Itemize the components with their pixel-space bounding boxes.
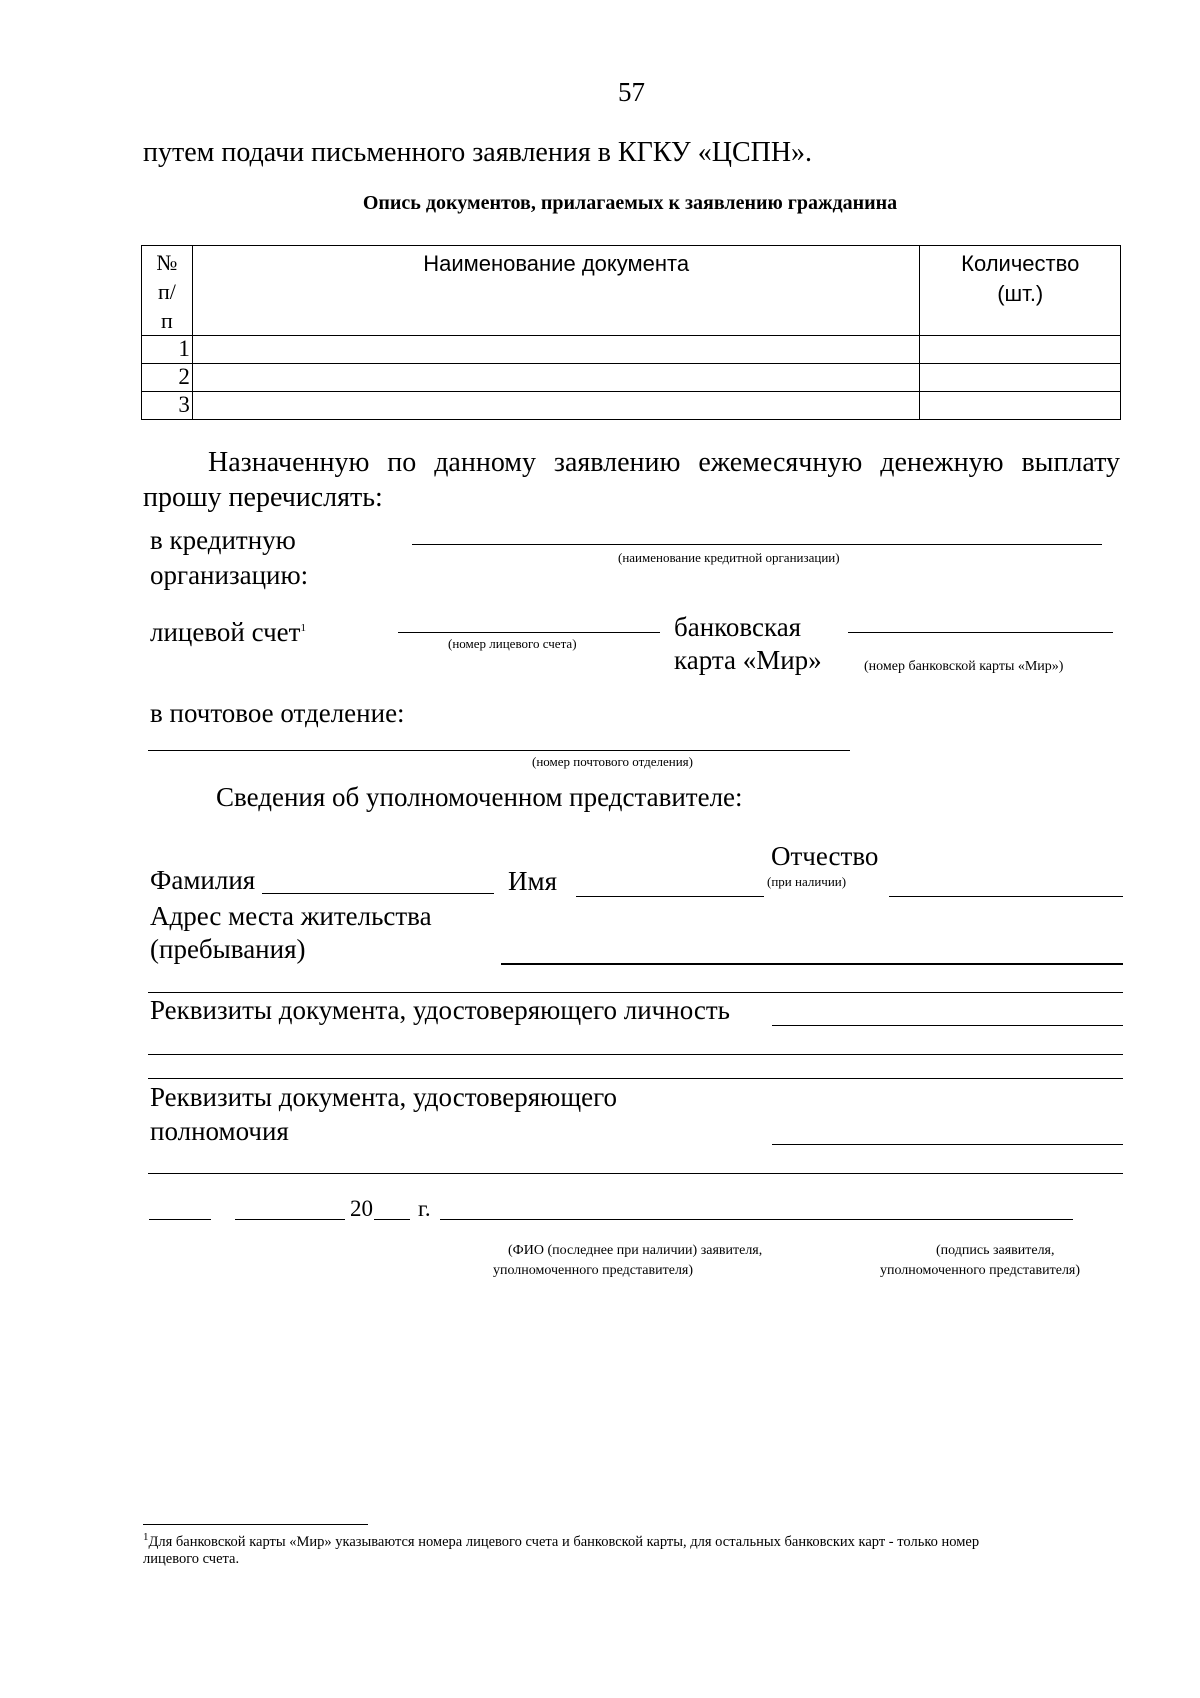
header-num-line1: № [156, 250, 178, 275]
date-year-line[interactable] [374, 1219, 410, 1220]
date-day-line[interactable] [149, 1219, 211, 1220]
header-qty-line2: (шт.) [997, 281, 1044, 306]
table-row [142, 364, 1121, 392]
id-doc-label: Реквизиты документа, удостоверяющего личность [150, 995, 730, 1025]
card-input-line[interactable] [848, 632, 1113, 633]
row-num: 3 [142, 392, 193, 420]
authority-doc-input-line-2[interactable] [148, 1173, 1123, 1174]
footnote-text-2: лицевого счета. [143, 1551, 240, 1567]
address-input-line[interactable] [501, 963, 1123, 965]
row-qty-cell[interactable] [920, 392, 1121, 420]
id-doc-input-line[interactable] [772, 1025, 1123, 1026]
payment-line2: прошу перечислять: [143, 482, 383, 513]
account-footnote-mark: 1 [300, 622, 306, 634]
header-name: Наименование документа [192, 246, 920, 336]
post-hint: (номер почтового отделения) [532, 754, 693, 769]
surname-input-line[interactable] [262, 893, 494, 894]
footnote-text-1: Для банковской карты «Мир» указываются номера лицевого счета и банковской карты, для остальных банковских карт - только номер [148, 1533, 980, 1550]
date-month-line[interactable] [235, 1219, 345, 1220]
post-input-line[interactable] [148, 750, 850, 751]
documents-table [141, 245, 1121, 420]
row-qty-cell[interactable] [920, 364, 1121, 392]
year-prefix: 20 [350, 1196, 373, 1221]
page-number: 57 [618, 77, 645, 107]
patronymic-label: Отчество [771, 841, 879, 871]
fio-hint-2: уполномоченного представителя) [493, 1263, 694, 1278]
account-label-text: лицевой счет [150, 617, 301, 647]
row-name-cell[interactable] [192, 336, 920, 364]
account-label [150, 613, 306, 648]
payment-line1: Назначенную по данному заявлению ежемесячную денежную выплату [208, 447, 1120, 478]
sign-hint-1: (подпись заявителя, [936, 1243, 1055, 1258]
row-num: 2 [142, 364, 193, 392]
sign-hint-2: уполномоченного представителя) [880, 1263, 1081, 1278]
card-label-2: карта «Мир» [674, 645, 822, 675]
fio-hint-1: (ФИО (последнее при наличии) заявителя, [508, 1243, 763, 1258]
table-row [142, 392, 1121, 420]
authority-doc-input-line[interactable] [772, 1144, 1123, 1145]
authority-doc-label-1: Реквизиты документа, удостоверяющего [150, 1082, 617, 1112]
section-title: Опись документов, прилагаемых к заявлению гражданина [362, 192, 898, 214]
signature-line[interactable] [440, 1219, 1073, 1220]
credit-org-input-line[interactable] [412, 544, 1102, 545]
account-input-line[interactable] [398, 632, 660, 633]
credit-org-hint: (наименование кредитной организации) [618, 550, 840, 565]
representative-title: Сведения об уполномоченном представителе: [216, 782, 743, 812]
patronymic-input-line[interactable] [889, 896, 1123, 897]
intro-line: путем подачи письменного заявления в КГКУ «ЦСПН». [143, 137, 813, 168]
year-suffix: г. [418, 1196, 431, 1221]
patronymic-hint: (при наличии) [767, 874, 847, 889]
credit-org-label-2: организацию: [150, 560, 309, 590]
address-input-line-2[interactable] [148, 992, 1123, 993]
table-row [142, 336, 1121, 364]
header-num-line3: п [161, 308, 173, 333]
footnote-mark: 1 [143, 1531, 149, 1543]
surname-label: Фамилия [150, 865, 256, 895]
id-doc-input-line-2[interactable] [148, 1054, 1123, 1055]
footnote-separator [143, 1524, 368, 1525]
address-label-2: (пребывания) [150, 934, 306, 964]
card-label-1: банковская [674, 612, 802, 642]
address-label-1: Адрес места жительства [150, 901, 432, 931]
post-label: в почтовое отделение: [150, 698, 405, 728]
authority-doc-label-2: полномочия [150, 1116, 289, 1146]
footnote-line1 [143, 1528, 979, 1552]
header-qty-line1: Количество [961, 251, 1080, 276]
credit-org-label-1: в кредитную [150, 525, 296, 555]
header-num [142, 246, 193, 336]
account-hint: (номер лицевого счета) [448, 636, 577, 651]
header-qty [920, 246, 1121, 336]
name-label: Имя [508, 866, 558, 896]
name-input-line[interactable] [576, 896, 764, 897]
row-name-cell[interactable] [192, 364, 920, 392]
table-header-row [142, 246, 1121, 336]
card-hint: (номер банковской карты «Мир») [864, 659, 1064, 674]
row-name-cell[interactable] [192, 392, 920, 420]
header-num-line2: п/ [157, 279, 176, 304]
id-doc-input-line-3[interactable] [148, 1078, 1123, 1079]
row-qty-cell[interactable] [920, 336, 1121, 364]
row-num: 1 [142, 336, 193, 364]
